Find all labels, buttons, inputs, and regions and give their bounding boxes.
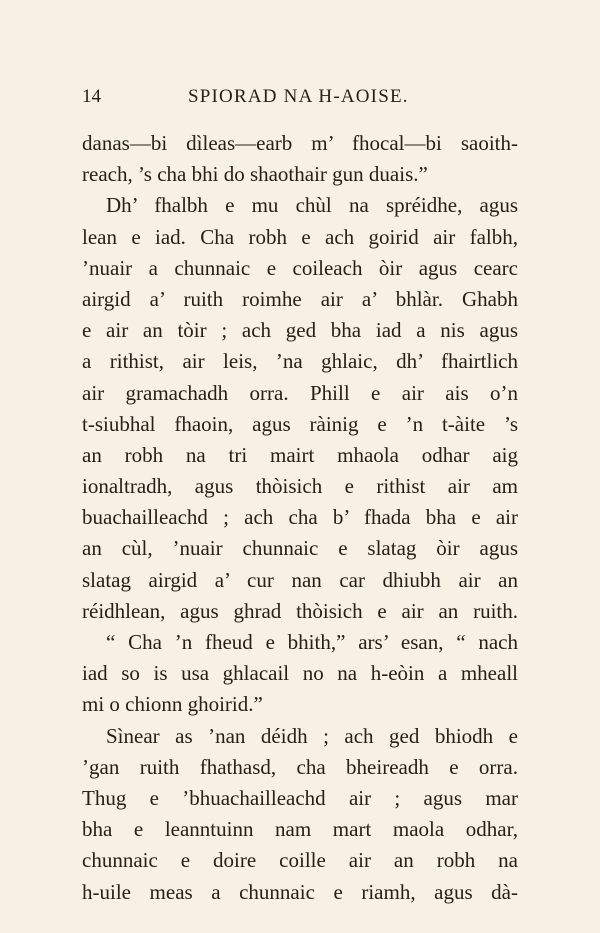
text-line: e air an tòir ; ach ged bha iad a nis agus <box>82 318 518 343</box>
text-line: mi o chionn ghoirid.” <box>82 692 263 717</box>
text-line: an cùl, ’nuair chunnaic e slatag òir agus <box>82 536 518 561</box>
running-title: SPIORAD NA H-AOISE. <box>188 86 409 107</box>
text-line: danas—bi dìleas—earb m’ fhocal—bi saoith- <box>82 131 518 155</box>
text-line: h-uile meas a chunnaic e riamh, agus dà- <box>82 879 518 904</box>
text-line: ’nuair a chunnaic e coileach òir agus cearc <box>82 255 518 280</box>
text-line: reach, ’s cha bhi do shaothair gun duais.” <box>82 162 428 187</box>
text-line: ionaltradh, agus thòisich e rithist air am <box>82 474 518 499</box>
text-line: chunnaic e doire coille air an robh na <box>82 848 518 873</box>
text-line: lean e iad. Cha robh e ach goirid air falbh, <box>82 224 518 249</box>
text-line: ’gan ruith fhathasd, cha bheireadh e orra. <box>82 754 518 779</box>
text-line: air gramachadh orra. Phill e air ais o’n <box>82 380 518 405</box>
text-line: bha e leanntuinn nam mart maola odhar, <box>82 817 518 842</box>
text-line: buachailleachd ; ach cha b’ fhada bha e air <box>82 505 518 530</box>
text-line: slatag airgid a’ cur nan car dhiubh air an <box>82 567 518 592</box>
text-line: Dh’ fhalbh e mu chùl na spréidhe, agus <box>106 193 518 218</box>
text-line: airgid a’ ruith roimhe air a’ bhlàr. Ghabh <box>82 286 518 311</box>
text-line: iad so is usa ghlacail no na h-eòin a mheall <box>82 661 518 686</box>
text-line: Thug e ’bhuachailleachd air ; agus mar <box>82 785 518 810</box>
text-line: a rithist, air leis, ’na ghlaic, dh’ fhairtlich <box>82 349 518 374</box>
text-line: Sìnear as ’nan déidh ; ach ged bhiodh e <box>106 723 518 748</box>
page-header <box>82 84 518 110</box>
text-line: an robh na tri mairt mhaola odhar aig <box>82 442 518 467</box>
text-line: réidhlean, agus ghrad thòisich e air an ruith. <box>82 598 518 623</box>
body-text <box>82 128 518 908</box>
text-line: t-siubhal fhaoin, agus ràinig e ’n t-àite ’s <box>82 411 518 436</box>
page-number: 14 <box>82 86 101 107</box>
text-line: “ Cha ’n fheud e bhith,” ars’ esan, “ nach <box>106 630 518 654</box>
